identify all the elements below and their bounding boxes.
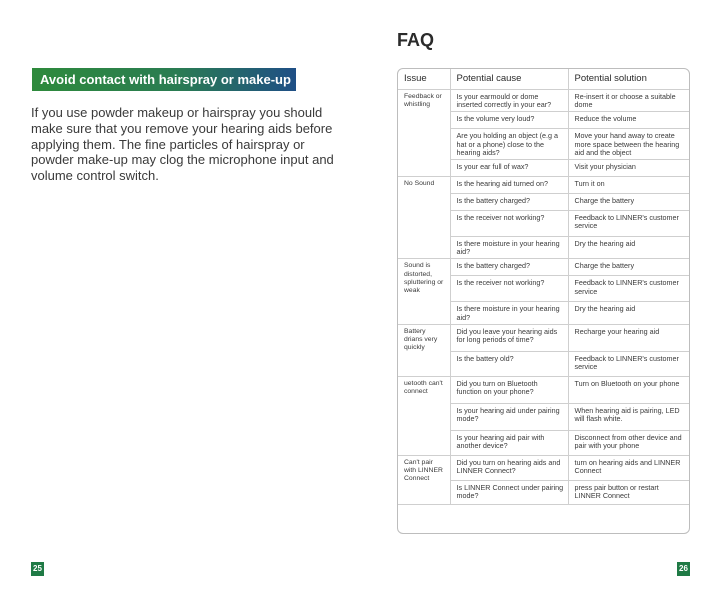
solution-cell: Reduce the volume	[568, 112, 689, 129]
solution-cell: press pair button or restart LINNER Connect	[568, 480, 689, 504]
faq-table-container	[397, 68, 690, 534]
solution-cell: When hearing aid is pairing, LED will flash white.	[568, 403, 689, 430]
solution-cell: turn on hearing aids and LINNER Connect	[568, 455, 689, 480]
solution-cell: Turn on Bluetooth on your phone	[568, 376, 689, 403]
cause-cell: Is the battery charged?	[450, 194, 568, 211]
faq-row	[398, 177, 689, 194]
solution-cell: Feedback to LINNER's customer service	[568, 351, 689, 376]
solution-cell: Recharge your hearing aid	[568, 324, 689, 351]
solution-cell: Charge the battery	[568, 194, 689, 211]
solution-cell: Feedback to LINNER's customer service	[568, 211, 689, 237]
solution-cell: Feedback to LINNER's customer service	[568, 276, 689, 302]
cause-cell: Are you holding an object (e.g a hat or a phone) close to the hearing aids?	[450, 129, 568, 160]
solution-cell: Visit your physician	[568, 160, 689, 177]
cause-cell: Is the receiver not working?	[450, 276, 568, 302]
solution-cell: Dry the hearing aid	[568, 237, 689, 259]
cause-cell: Is your earmould or dome inserted correctly in your ear?	[450, 90, 568, 112]
cause-cell: Is your hearing aid under pairing mode?	[450, 403, 568, 430]
faq-row	[398, 455, 689, 480]
cause-cell: Is the battery charged?	[450, 259, 568, 276]
column-header-solution: Potential solution	[568, 69, 689, 90]
faq-row	[398, 259, 689, 276]
cause-cell: Is the receiver not working?	[450, 211, 568, 237]
solution-cell: Move your hand away to create more space between the hearing aid and the object	[568, 129, 689, 160]
issue-cell: Sound is distorted, spluttering or weak	[398, 259, 450, 324]
left-page	[0, 0, 361, 597]
faq-title: FAQ	[397, 30, 435, 50]
section-banner: Avoid contact with hairspray or make-up	[32, 68, 296, 91]
issue-cell: Can't pair with LINNER Connect	[398, 455, 450, 504]
body-paragraph: If you use powder makeup or hairspray you should make sure that you remove your hearing aids before applying them. The fine particles of hairspray or powder make-up may clog the microphone input and volume control switch.	[31, 105, 334, 184]
solution-cell: Turn it on	[568, 177, 689, 194]
cause-cell: Is there moisture in your hearing aid?	[450, 237, 568, 259]
cause-cell: Is your hearing aid pair with another device?	[450, 430, 568, 455]
cause-cell: Is the volume very loud?	[450, 112, 568, 129]
page-number-left: 25	[31, 562, 44, 576]
solution-cell: Charge the battery	[568, 259, 689, 276]
faq-row	[398, 376, 689, 403]
cause-cell: Did you leave your hearing aids for long periods of time?	[450, 324, 568, 351]
cause-cell: Is the battery old?	[450, 351, 568, 376]
solution-cell: Disconnect from other device and pair with your phone	[568, 430, 689, 455]
solution-cell: Re-insert it or choose a suitable dome	[568, 90, 689, 112]
faq-row	[398, 90, 689, 112]
cause-cell: Is there moisture in your hearing aid?	[450, 302, 568, 324]
faq-table	[398, 69, 689, 505]
issue-cell: Battery drians very quickly	[398, 324, 450, 376]
page-number-right: 26	[677, 562, 690, 576]
cause-cell: Is LINNER Connect under pairing mode?	[450, 480, 568, 504]
column-header-issue: Issue	[398, 69, 450, 90]
cause-cell: Is the hearing aid turned on?	[450, 177, 568, 194]
issue-cell: No Sound	[398, 177, 450, 259]
faq-row	[398, 324, 689, 351]
cause-cell: Did you turn on Bluetooth function on your phone?	[450, 376, 568, 403]
column-header-cause: Potential cause	[450, 69, 568, 90]
faq-table-body	[398, 90, 689, 505]
issue-cell: Feedback or whistling	[398, 90, 450, 177]
faq-header-row	[398, 69, 689, 90]
cause-cell: Is your ear full of wax?	[450, 160, 568, 177]
cause-cell: Did you turn on hearing aids and LINNER Connect?	[450, 455, 568, 480]
solution-cell: Dry the hearing aid	[568, 302, 689, 324]
issue-cell: uetooth can't connect	[398, 376, 450, 455]
